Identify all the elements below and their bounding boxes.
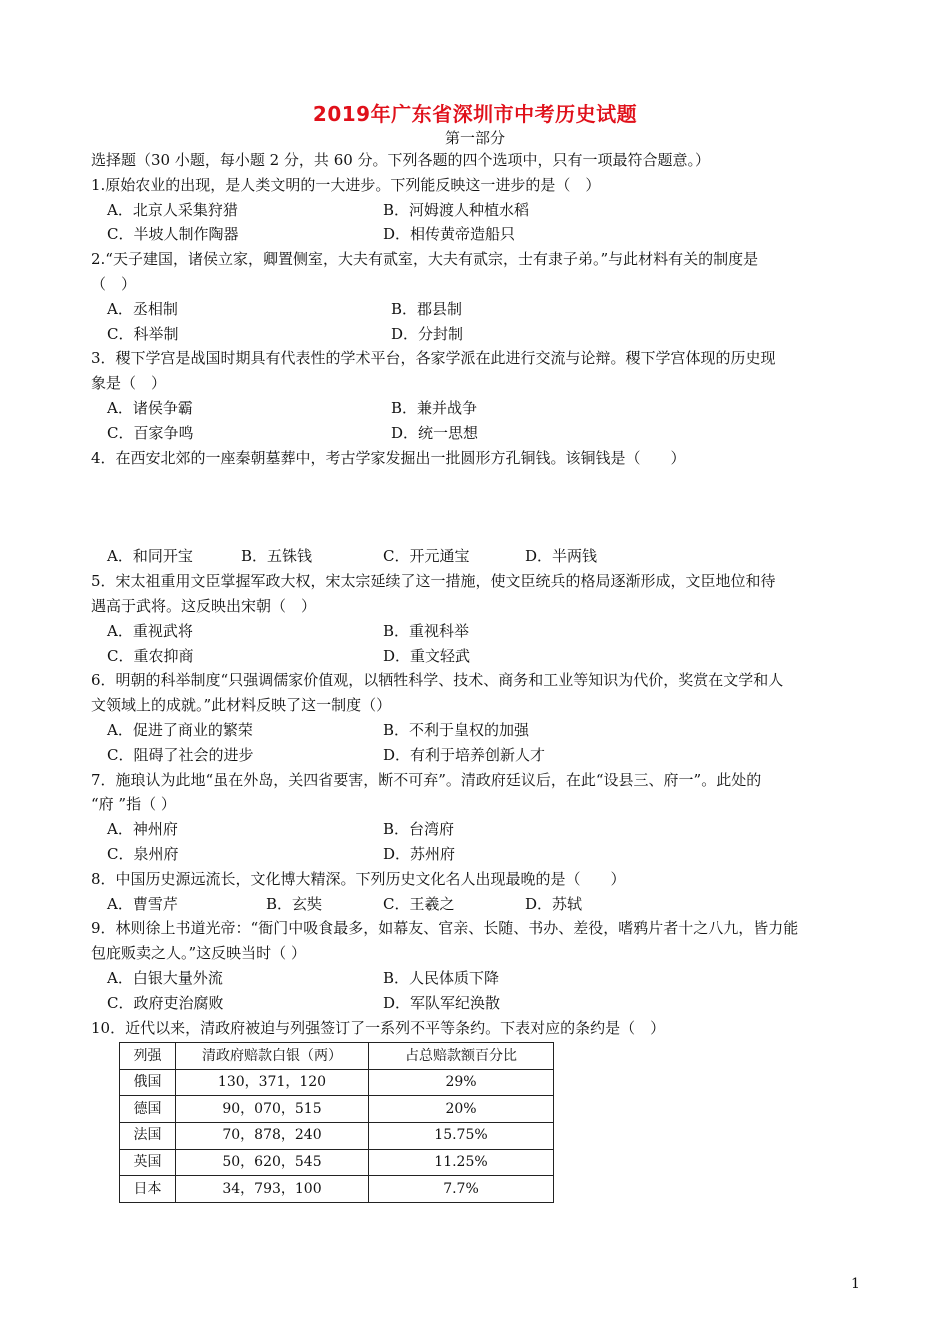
question-1-option-b[interactable]: B．河姆渡人种植水稻 xyxy=(383,200,530,219)
question-8-option-c[interactable]: C．王羲之 xyxy=(383,894,455,913)
table-cell: 70，878，240 xyxy=(176,1123,369,1150)
question-8-options-row xyxy=(91,892,866,917)
table-cell: 俄国 xyxy=(120,1069,176,1096)
question-5-options-row-2 xyxy=(91,644,866,669)
question-list xyxy=(91,148,866,1203)
table-cell: 130，371，120 xyxy=(176,1069,369,1096)
question-1-options-row-2 xyxy=(91,222,866,247)
question-3-stem-line-2: 象是（ ） xyxy=(91,374,167,393)
question-2-stem-line-1: 2.“天子建国，诸侯立家，卿置侧室，大夫有贰室，大夫有贰宗，士有隶子弟。”与此材料有关的制度是 xyxy=(91,250,759,269)
question-6-option-d[interactable]: D．有利于培养创新人才 xyxy=(383,745,546,764)
question-2-option-a[interactable]: A．丞相制 xyxy=(107,299,178,318)
question-7-option-a[interactable]: A．神州府 xyxy=(107,820,178,839)
question-4-image-space xyxy=(91,470,866,544)
table-cell: 英国 xyxy=(120,1149,176,1176)
table-cell: 90，070，515 xyxy=(176,1096,369,1123)
question-6-option-a[interactable]: A．促进了商业的繁荣 xyxy=(107,720,253,739)
question-1-option-d[interactable]: D．相传黄帝造船只 xyxy=(383,225,516,244)
question-6-options-row-1 xyxy=(91,718,866,743)
table-row xyxy=(120,1069,554,1096)
question-4-options-row xyxy=(91,544,866,569)
section-subtitle: 第一部分 xyxy=(444,129,505,147)
question-4-option-b[interactable]: B．五铢钱 xyxy=(241,547,313,566)
question-7-option-b[interactable]: B．台湾府 xyxy=(383,820,455,839)
question-1-option-a[interactable]: A．北京人采集狩猎 xyxy=(107,200,238,219)
table-row xyxy=(120,1176,554,1203)
question-7-option-d[interactable]: D．苏州府 xyxy=(383,844,456,863)
page-number: 1 xyxy=(851,1276,860,1292)
question-3-option-c[interactable]: C．百家争鸣 xyxy=(107,423,194,442)
question-5-stem-line-1: 5．宋太祖重用文臣掌握军政大权，宋太宗延续了这一措施，使文臣统兵的格局逐渐形成，文臣地位和待 xyxy=(91,572,776,591)
question-4-option-a[interactable]: A．和同开宝 xyxy=(107,547,193,566)
question-9-option-c[interactable]: C．政府吏治腐败 xyxy=(107,993,224,1012)
question-4-option-c[interactable]: C．开元通宝 xyxy=(383,547,470,566)
table-header-row xyxy=(120,1043,554,1070)
question-2-stem-line-2: （ ） xyxy=(91,274,137,293)
table-cell: 11.25% xyxy=(369,1149,554,1176)
table-cell: 7.7% xyxy=(369,1176,554,1203)
question-3-option-a[interactable]: A．诸侯争霸 xyxy=(107,398,193,417)
question-9-options-row-1 xyxy=(91,966,866,991)
table-cell: 德国 xyxy=(120,1096,176,1123)
table-row xyxy=(120,1149,554,1176)
question-2-options-row-2 xyxy=(91,322,866,347)
question-6-option-c[interactable]: C．阻碍了社会的进步 xyxy=(107,745,254,764)
instructions: 选择题（30 小题，每小题 2 分，共 60 分。下列各题的四个选项中，只有一项最符合题意。） xyxy=(91,151,711,169)
question-8-option-a[interactable]: A．曹雪芹 xyxy=(107,894,178,913)
question-7-options-row-1 xyxy=(91,817,866,842)
question-1-stem: 1.原始农业的出现，是人类文明的一大进步。下列能反映这一进步的是（ ） xyxy=(91,175,601,194)
question-8-stem: 8．中国历史源远流长，文化博大精深。下列历史文化名人出现最晚的是（ ） xyxy=(91,869,626,888)
question-5-options-row-1 xyxy=(91,619,866,644)
question-9-option-a[interactable]: A．白银大量外流 xyxy=(107,968,223,987)
question-5-option-c[interactable]: C．重农抑商 xyxy=(107,646,194,665)
question-4-stem: 4．在西安北郊的一座秦朝墓葬中，考古学家发掘出一批圆形方孔铜钱。该铜钱是（ ） xyxy=(91,448,686,467)
table-header-cell: 清政府赔款白银（两） xyxy=(176,1043,369,1070)
question-3-stem-line-1: 3．稷下学宫是战国时期具有代表性的学术平台，各家学派在此进行交流与论辩。稷下学宫体现的历史现 xyxy=(91,349,776,368)
page-title: 2019年广东省深圳市中考历史试题 xyxy=(312,102,638,126)
table-cell: 20% xyxy=(369,1096,554,1123)
question-9-options-row-2 xyxy=(91,991,866,1016)
table-cell: 法国 xyxy=(120,1123,176,1150)
question-5-option-a[interactable]: A．重视武将 xyxy=(107,621,193,640)
question-1-options-row-1 xyxy=(91,198,866,223)
table-cell: 15.75% xyxy=(369,1123,554,1150)
question-2-option-d[interactable]: D．分封制 xyxy=(391,324,464,343)
question-3-options-row-1 xyxy=(91,396,866,421)
question-4-option-d[interactable]: D．半两钱 xyxy=(525,547,598,566)
question-9-stem-line-2: 包庇贩卖之人。”这反映当时（ ） xyxy=(91,944,306,963)
question-2-option-b[interactable]: B．郡县制 xyxy=(391,299,463,318)
question-3-option-b[interactable]: B．兼并战争 xyxy=(391,398,478,417)
question-6-stem-line-1: 6．明朝的科举制度“只强调儒家价值观，以牺牲科学、技术、商务和工业等知识为代价，奖赏在文学和人 xyxy=(91,671,784,690)
question-5-option-d[interactable]: D．重文轻武 xyxy=(383,646,471,665)
table-cell: 日本 xyxy=(120,1176,176,1203)
question-3-options-row-2 xyxy=(91,421,866,446)
table-cell: 29% xyxy=(369,1069,554,1096)
question-5-stem-line-2: 遇高于武将。这反映出宋朝（ ） xyxy=(91,596,317,615)
table-row xyxy=(120,1096,554,1123)
question-7-option-c[interactable]: C．泉州府 xyxy=(107,844,179,863)
question-7-stem-line-1: 7．施琅认为此地“虽在外岛，关四省要害，断不可弃”。清政府廷议后，在此“设县三、府一”。此处的 xyxy=(91,770,762,789)
question-2-options-row-1 xyxy=(91,297,866,322)
table-header-cell: 列强 xyxy=(120,1043,176,1070)
question-6-option-b[interactable]: B．不利于皇权的加强 xyxy=(383,720,530,739)
question-10-stem: 10．近代以来，清政府被迫与列强签订了一系列不平等条约。下表对应的条约是（ ） xyxy=(91,1018,666,1037)
question-9-option-d[interactable]: D．军队军纪涣散 xyxy=(383,993,501,1012)
question-9-stem-line-1: 9．林则徐上书道光帝：“衙门中吸食最多，如幕友、官亲、长随、书办、差役，嗜鸦片者十之八九，皆力能 xyxy=(91,919,799,938)
question-1-option-c[interactable]: C．半坡人制作陶器 xyxy=(107,225,239,244)
indemnity-table xyxy=(119,1042,554,1203)
question-8-option-d[interactable]: D．苏轼 xyxy=(525,894,583,913)
question-5-option-b[interactable]: B．重视科举 xyxy=(383,621,470,640)
question-2-option-c[interactable]: C．科举制 xyxy=(107,324,179,343)
table-header-cell: 占总赔款额百分比 xyxy=(369,1043,554,1070)
question-7-stem-line-2: “府 ”指（ ） xyxy=(91,795,176,814)
table-row xyxy=(120,1123,554,1150)
question-6-stem-line-2: 文领域上的成就。”此材料反映了这一制度（） xyxy=(91,696,392,715)
question-3-option-d[interactable]: D．统一思想 xyxy=(391,423,479,442)
question-9-option-b[interactable]: B．人民体质下降 xyxy=(383,968,500,987)
table-cell: 34，793，100 xyxy=(176,1176,369,1203)
question-6-options-row-2 xyxy=(91,743,866,768)
table-cell: 50，620，545 xyxy=(176,1149,369,1176)
question-7-options-row-2 xyxy=(91,842,866,867)
question-8-option-b[interactable]: B．玄奘 xyxy=(266,894,323,913)
